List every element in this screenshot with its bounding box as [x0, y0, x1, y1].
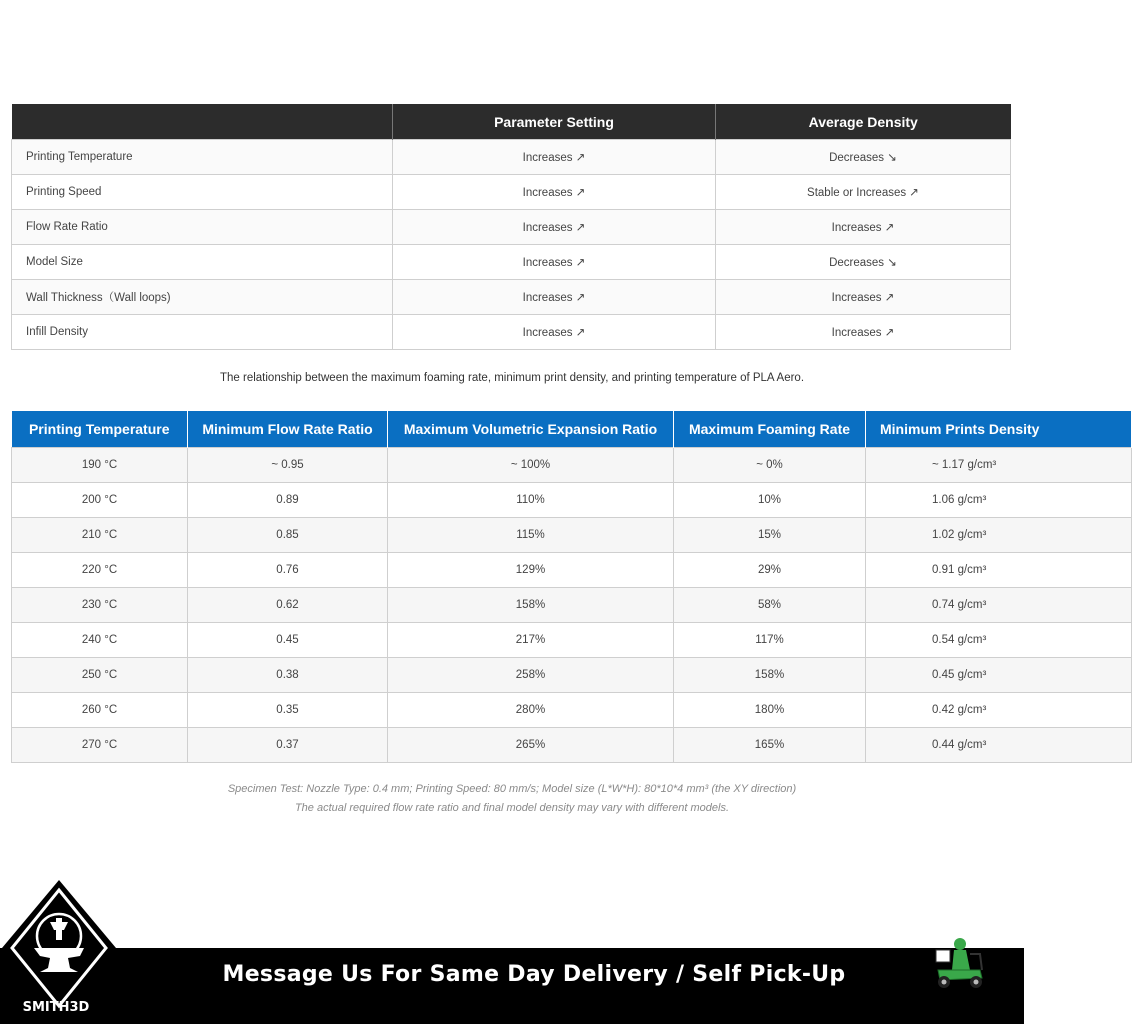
- expansion-cell: 115%: [388, 518, 674, 553]
- header-printing-temperature: Printing Temperature: [12, 411, 188, 448]
- header-max-foaming: Maximum Foaming Rate: [674, 411, 866, 448]
- logo-text: SMITH3D: [22, 1000, 90, 1015]
- density-cell: Decreases ↘: [716, 245, 1011, 280]
- header-min-density: Minimum Prints Density: [866, 411, 1132, 448]
- temperature-cell: 210 °C: [12, 518, 188, 553]
- specimen-note: Specimen Test: Nozzle Type: 0.4 mm; Printing Speed: 80 mm/s; Model size (L*W*H): 80*10*4 mm³ (the XY direction): [227, 783, 797, 795]
- expansion-cell: 280%: [388, 693, 674, 728]
- table-row: [12, 553, 1132, 588]
- density-cell: 1.06 g/cm³: [866, 483, 1132, 518]
- table-row: [12, 245, 1011, 280]
- foaming-cell: 158%: [674, 658, 866, 693]
- expansion-cell: 217%: [388, 623, 674, 658]
- parameter-cell: Increases ↗: [393, 175, 716, 210]
- table-row: [12, 175, 1011, 210]
- temperature-cell: 260 °C: [12, 693, 188, 728]
- flow-rate-cell: ~ 0.95: [188, 448, 388, 483]
- expansion-cell: 265%: [388, 728, 674, 763]
- table-row: [12, 448, 1132, 483]
- flow-rate-cell: 0.38: [188, 658, 388, 693]
- temperature-cell: 190 °C: [12, 448, 188, 483]
- row-label: Printing Speed: [12, 175, 393, 210]
- expansion-cell: 158%: [388, 588, 674, 623]
- expansion-cell: ~ 100%: [388, 448, 674, 483]
- footer-message: Message Us For Same Day Delivery / Self Pick-Up: [222, 962, 846, 987]
- temperature-cell: 270 °C: [12, 728, 188, 763]
- density-cell: Stable or Increases ↗: [716, 175, 1011, 210]
- parameter-cell: Increases ↗: [393, 315, 716, 350]
- flow-rate-cell: 0.62: [188, 588, 388, 623]
- row-label: Wall Thickness（Wall loops): [12, 280, 393, 315]
- foaming-cell: 180%: [674, 693, 866, 728]
- density-cell: 0.74 g/cm³: [866, 588, 1132, 623]
- foaming-cell: 10%: [674, 483, 866, 518]
- density-cell: Increases ↗: [716, 210, 1011, 245]
- density-cell: 0.54 g/cm³: [866, 623, 1132, 658]
- foaming-cell: 15%: [674, 518, 866, 553]
- expansion-cell: 258%: [388, 658, 674, 693]
- parameter-cell: Increases ↗: [393, 210, 716, 245]
- foaming-table-container: [11, 411, 1040, 763]
- temperature-cell: 220 °C: [12, 553, 188, 588]
- table-header-row: [12, 104, 1011, 140]
- row-label: Model Size: [12, 245, 393, 280]
- density-cell: Increases ↗: [716, 280, 1011, 315]
- flow-rate-cell: 0.45: [188, 623, 388, 658]
- table-row: [12, 588, 1132, 623]
- temperature-cell: 230 °C: [12, 588, 188, 623]
- foaming-rate-table: [11, 411, 1132, 763]
- row-label: Printing Temperature: [12, 140, 393, 175]
- density-cell: Increases ↗: [716, 315, 1011, 350]
- density-cell: Decreases ↘: [716, 140, 1011, 175]
- parameter-cell: Increases ↗: [393, 280, 716, 315]
- density-cell: 1.02 g/cm³: [866, 518, 1132, 553]
- temperature-cell: 240 °C: [12, 623, 188, 658]
- expansion-cell: 110%: [388, 483, 674, 518]
- flow-rate-cell: 0.85: [188, 518, 388, 553]
- flow-rate-cell: 0.76: [188, 553, 388, 588]
- parameter-cell: Increases ↗: [393, 245, 716, 280]
- table-row: [12, 280, 1011, 315]
- row-label: Flow Rate Ratio: [12, 210, 393, 245]
- scooter-delivery-icon: [930, 930, 988, 992]
- table-caption: The relationship between the maximum foaming rate, minimum print density, and printing temperature of PLA Aero.: [219, 372, 805, 384]
- foaming-cell: 117%: [674, 623, 866, 658]
- table-row: [12, 728, 1132, 763]
- foaming-cell: ~ 0%: [674, 448, 866, 483]
- table-row: [12, 693, 1132, 728]
- foaming-cell: 165%: [674, 728, 866, 763]
- density-cell: 0.42 g/cm³: [866, 693, 1132, 728]
- header-max-expansion: Maximum Volumetric Expansion Ratio: [388, 411, 674, 448]
- header-average-density: Average Density: [716, 104, 1011, 140]
- foaming-cell: 29%: [674, 553, 866, 588]
- flow-rate-cell: 0.37: [188, 728, 388, 763]
- parameter-density-table: [11, 104, 1011, 350]
- temperature-cell: 250 °C: [12, 658, 188, 693]
- density-cell: 0.44 g/cm³: [866, 728, 1132, 763]
- density-cell: 0.91 g/cm³: [866, 553, 1132, 588]
- density-cell: 0.45 g/cm³: [866, 658, 1132, 693]
- table-row: [12, 140, 1011, 175]
- header-min-flow-rate: Minimum Flow Rate Ratio: [188, 411, 388, 448]
- table-header-row: [12, 411, 1132, 448]
- temperature-cell: 200 °C: [12, 483, 188, 518]
- header-empty: [12, 104, 393, 140]
- header-parameter-setting: Parameter Setting: [393, 104, 716, 140]
- table-row: [12, 315, 1011, 350]
- table-row: [12, 518, 1132, 553]
- flow-rate-cell: 0.89: [188, 483, 388, 518]
- variance-note: The actual required flow rate ratio and final model density may vary with different models.: [294, 802, 730, 814]
- row-label: Infill Density: [12, 315, 393, 350]
- density-cell: ~ 1.17 g/cm³: [866, 448, 1132, 483]
- expansion-cell: 129%: [388, 553, 674, 588]
- table-row: [12, 623, 1132, 658]
- parameter-cell: Increases ↗: [393, 140, 716, 175]
- table-row: [12, 483, 1132, 518]
- table-row: [12, 658, 1132, 693]
- table-row: [12, 210, 1011, 245]
- foaming-cell: 58%: [674, 588, 866, 623]
- flow-rate-cell: 0.35: [188, 693, 388, 728]
